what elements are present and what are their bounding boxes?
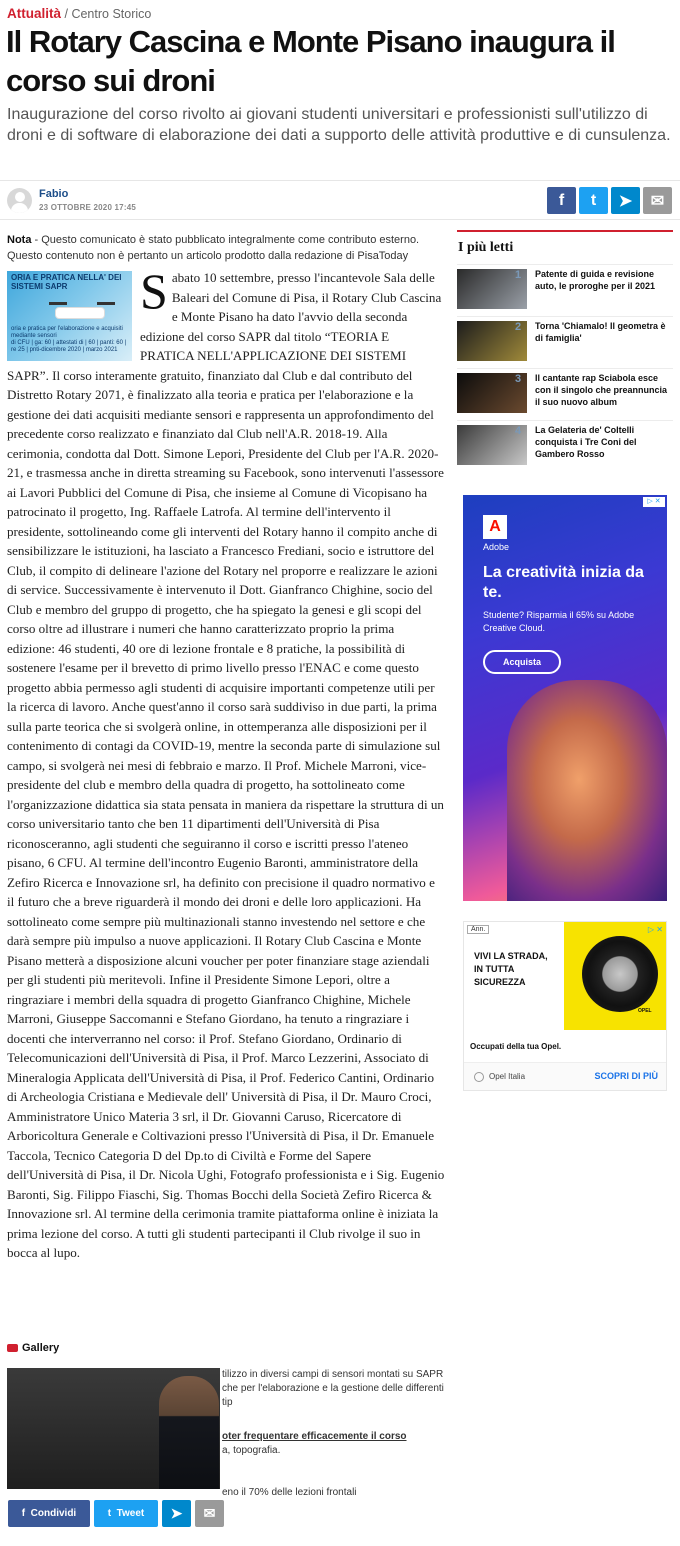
adobe-brand: Adobe — [483, 542, 510, 552]
article-image-info: di CFU | ga: 60 | attestati di | 60 | panti: 60 | re 25 | pnti-dicembre 2020 | marzo 2021 — [11, 340, 127, 353]
opel-logo-icon — [474, 1072, 484, 1082]
adobe-headline: La creatività inizia da te. — [483, 564, 644, 601]
facebook-share-button-bottom[interactable] — [8, 1500, 90, 1527]
note-text: - Questo comunicato è stato pubblicato integralmente come contributo esterno. Questo contenuto non è pertanto un articolo prodotto dalla redazione di PisaToday — [7, 234, 420, 262]
ad-choices-icon[interactable]: ▷ ✕ — [643, 497, 665, 507]
most-read-sidebar — [457, 230, 673, 472]
drone-icon — [55, 307, 105, 319]
most-read-rank: 4 — [515, 425, 522, 437]
most-read-item[interactable] — [457, 264, 673, 316]
opel-headline: VIVI LA STRADA, IN TUTTA SICUREZZA — [474, 951, 548, 987]
most-read-title: I più letti — [458, 240, 514, 255]
gallery-slide-line: tilizzo in diversi campi di sensori montati su SAPR — [222, 1369, 444, 1380]
opel-ad-footer — [464, 1062, 667, 1090]
article-image-title: ORIA E PRATICA NELLA' DEI SISTEMI SAPR — [11, 273, 122, 291]
opel-caption: Occupati della tua Opel. — [470, 1042, 562, 1051]
most-read-item[interactable] — [457, 368, 673, 420]
camera-icon — [7, 1344, 18, 1352]
gallery-title: Gallery — [22, 1342, 60, 1354]
note-label: Nota — [7, 234, 32, 246]
gallery-slide-text — [222, 1368, 452, 1500]
page-subtitle: Inaugurazione del corso rivolto ai giovani studenti universitari e professionisti sull'utilizzo di droni e di software di elaborazione dei dati a supporto delle attività produttive e di cunsulenza. — [7, 106, 671, 144]
article-image[interactable] — [7, 271, 132, 361]
most-read-title-link[interactable]: Torna 'Chiamalo! Il geometra è di famiglia' — [535, 321, 666, 343]
telegram-share-button-bottom[interactable] — [162, 1500, 191, 1527]
most-read-rank: 1 — [515, 269, 522, 281]
mail-share-button-bottom[interactable] — [195, 1500, 224, 1527]
twitter-share-button-bottom[interactable] — [94, 1500, 158, 1527]
most-read-title-link[interactable]: Il cantante rap Sciabola esce con il singolo che preannuncia il suo nuovo album — [535, 373, 668, 407]
facebook-icon: f — [558, 191, 565, 209]
article-body — [7, 263, 445, 1263]
page-title: Il Rotary Cascina e Monte Pisano inaugura il corso sui droni — [6, 24, 615, 98]
twitter-icon: t — [590, 191, 597, 209]
breadcrumb — [7, 6, 151, 21]
ad-portrait-image — [507, 680, 667, 901]
twitter-share-label: Tweet — [116, 1508, 145, 1519]
most-read-rank: 3 — [515, 373, 522, 385]
article-image-details — [11, 326, 132, 354]
gallery-heading — [7, 1342, 59, 1354]
discover-more-button[interactable]: SCOPRI DI PIÙ — [594, 1071, 658, 1081]
mail-share-button[interactable] — [643, 187, 672, 214]
adobe-subtext: Studente? Risparmia il 65% su Adobe Creative Cloud. — [483, 610, 635, 633]
most-read-title-link[interactable]: La Gelateria de' Coltelli conquista i Tre Coni del Gambero Rosso — [535, 425, 637, 459]
most-read-item[interactable] — [457, 316, 673, 368]
telegram-icon: ➤ — [170, 1505, 183, 1521]
breadcrumb-section-link[interactable]: Attualità — [7, 6, 61, 21]
wheel-icon — [582, 936, 658, 1012]
telegram-icon: ➤ — [618, 192, 633, 210]
adobe-ad-banner[interactable] — [463, 495, 667, 901]
facebook-share-label: Condividi — [30, 1508, 77, 1519]
gallery-slide-line: che per l'elaborazione e la gestione delle differenti tip — [222, 1383, 444, 1408]
facebook-share-button[interactable] — [547, 187, 576, 214]
opel-advertiser: Opel Italia — [489, 1072, 526, 1081]
gallery-image[interactable] — [7, 1368, 220, 1489]
most-read-rank: 2 — [515, 321, 522, 333]
adobe-logo-icon: A — [483, 515, 507, 539]
telegram-share-button[interactable] — [611, 187, 640, 214]
breadcrumb-subsection-link[interactable]: Centro Storico — [71, 7, 152, 21]
adobe-buy-button[interactable]: Acquista — [483, 650, 561, 674]
most-read-item[interactable] — [457, 420, 673, 472]
ad-label: Ann. — [467, 925, 489, 934]
breadcrumb-separator: / — [64, 7, 68, 21]
ad-close-icon[interactable]: ▷ ✕ — [647, 925, 663, 934]
byline-bar — [0, 180, 680, 220]
twitter-share-button[interactable] — [579, 187, 608, 214]
gallery-slide-line: a, topografia. — [222, 1445, 281, 1456]
dropcap: S — [140, 263, 168, 319]
opel-ad-banner[interactable] — [463, 921, 667, 1091]
opel-logo: OPEL — [638, 1008, 652, 1014]
share-buttons-top — [547, 187, 672, 214]
most-read-title-link[interactable]: Patente di guida e revisione auto, le proroghe per il 2021 — [535, 269, 656, 291]
author-avatar — [7, 188, 32, 213]
sidebar-divider — [457, 230, 673, 232]
article-image-subtitle: oria e pratica per l'elaborazione e acquisiti mediante sensori — [11, 326, 123, 339]
facebook-icon: f — [21, 1508, 31, 1519]
gallery-slide-line: oter frequentare efficacemente il corso — [222, 1431, 407, 1442]
gallery-slide-line: eno il 70% delle lezioni frontali — [222, 1487, 357, 1498]
author-name[interactable]: Fabio — [39, 188, 69, 200]
article-text: abato 10 settembre, presso l'incantevole Sala delle Baleari del Comune di Pisa, il Rotary Club Cascina e Monte Pisano ha dato l'avvio della seconda edizione del corso SAPR dal titolo “TEORIA E PRATICA NELL'APPLICAZIONE DEI SISTEMI SAPR”. Il corso interamente gratuito, finanziato dal Club e dal contributo del Distretto Rotary 2071, è finalizzato alla teoria e pratica per l'elaborazione e la gestione dei dati acquisiti mediante sensori e rappresenta un approfondimento del precedente corso realizzato e finanziato dal Club nell'A.R. 2018-19. Alla cerimonia, condotta dal Dott. Simone Lepori, Presidente del Club per l'A.R. 2020-21, e trasmessa anche in diretta streaming su Facebook, sono intervenuti l'assessore ai Lavori Pubblici del Comune di Pisa, che insieme al Comune di Vicopisano ha patrocinato il progetto, Ing. Raffaele Latrofa. Al termine dell'intervento il presidente, sottolineando come gli interventi del Rotary hanno il compito anche di sensibilizzare le istituzioni, ha lasciato a Francesco Frediani, socio e istruttore del Club, il compito di delineare l'azione del Rotary nel proporre e realizzare le azioni di service. Successivamente è intervenuto il Dott. Gianfranco Chighine, socio del Club e membro del gruppo di progetto, che ha spiegato la genesi e gli scopi del corso oltre ad illustrare i numeri che hanno caratterizzato proprio la prima edizione: 46 studenti, 40 ore di lezione frontale e 8 pratiche, la possibilità di sostenere l'esame per il brevetto di primo livello presso l'ENAC e come questo progetto abbia permesso agli studenti di acquisire importanti competenze utili per la ricerca di lavoro. Anche quest'anno il corso sarà suddiviso in due parti, la prima sulla parte teorica che si svolgerà online, in ottemperanza alle disposizioni per il contenimento di contagi da COVID-19, mentre la seconda parte di simulazione sul campo, si svolgerà nei mesi di febbraio e marzo. Il Prof. Michele Marroni, vice-presidente del club e membro della quadra di progetto, ha sottolineato come l'organizzazione didattica sia stata pensata in maniera da rispettare la struttura di un corso universitario tanto che ben 11 dipartimenti dell'Università di Pisa riconosceranno, agli studenti che seguiranno il corso e iscritti presso l'ateneo pisano, 6 CFU. Al termine dell'incontro Eugenio Baronti, amministratore della Zefiro Ricerca e Innovazione srl, ha definito con precisione il quadro normativo e il futuro che a breve riguarderà il mondo dei droni e delle loro applicazioni. Ha sottolineato come sempre più multinazionali stanno investendo nel settore e che darà sempre più impulso a nuove applicazioni. Il Rotary Club Cascina e Monte Pisano metterà a disposizione alcuni voucher per poter finanziare stage aziendali per gli studenti più meritevoli. Infine il Presidente Simone Lepori, oltre a ringraziare i membri della squadra di progetto Gianfranco Chighine, Michele Marroni, Giuseppe Saccomanni e Stefano Giordano, ha tenuto a ringraziare i docenti che interverranno nel corso: il Prof. Stefano Giordano, Ordinario di Telecomunicazioni dell'Università di Pisa, il Prof. Marco Lezzerini, Associato di Mineralogia Applicata dell'Università di Pisa, il Prof. Federico Cantini, Ordinario di Archeologia Cristiana e Medievale dell' Università di Pisa, il Dr. Mauro Croci, Amministratore Unico Materia 3 srl, il Dr. Giovanni Caruso, Ricercatore di Arboricoltura Generale e Coltivazioni presso l'Università di Pisa, il Dr. Emanuele Taccola, Tecnico Categoria D del Dp.to di Civiltà e Forme del Sapere dell'Università di Pisa, il Dr. Nicola Ughi, Fotografo professionista e i Sig. Eugenio Baronti, Sig. Filippo Fiaschi, Sig. Thomas Bocchi della Società Zefiro Ricerca & Innovazione srl. Al termine della cerimonia tramite piattaforma online è iniziata la prima lezione del corso. A tutti gli studenti partecipanti il Club rivolge il suo in bocca al lupo. — [7, 270, 445, 1260]
mail-icon: ✉ — [203, 1505, 216, 1521]
external-contribution-note — [7, 232, 447, 264]
mail-icon: ✉ — [650, 192, 665, 210]
share-buttons-bottom — [8, 1500, 224, 1527]
twitter-icon: t — [107, 1508, 117, 1519]
publish-date: 23 OTTOBRE 2020 17:45 — [39, 203, 136, 212]
